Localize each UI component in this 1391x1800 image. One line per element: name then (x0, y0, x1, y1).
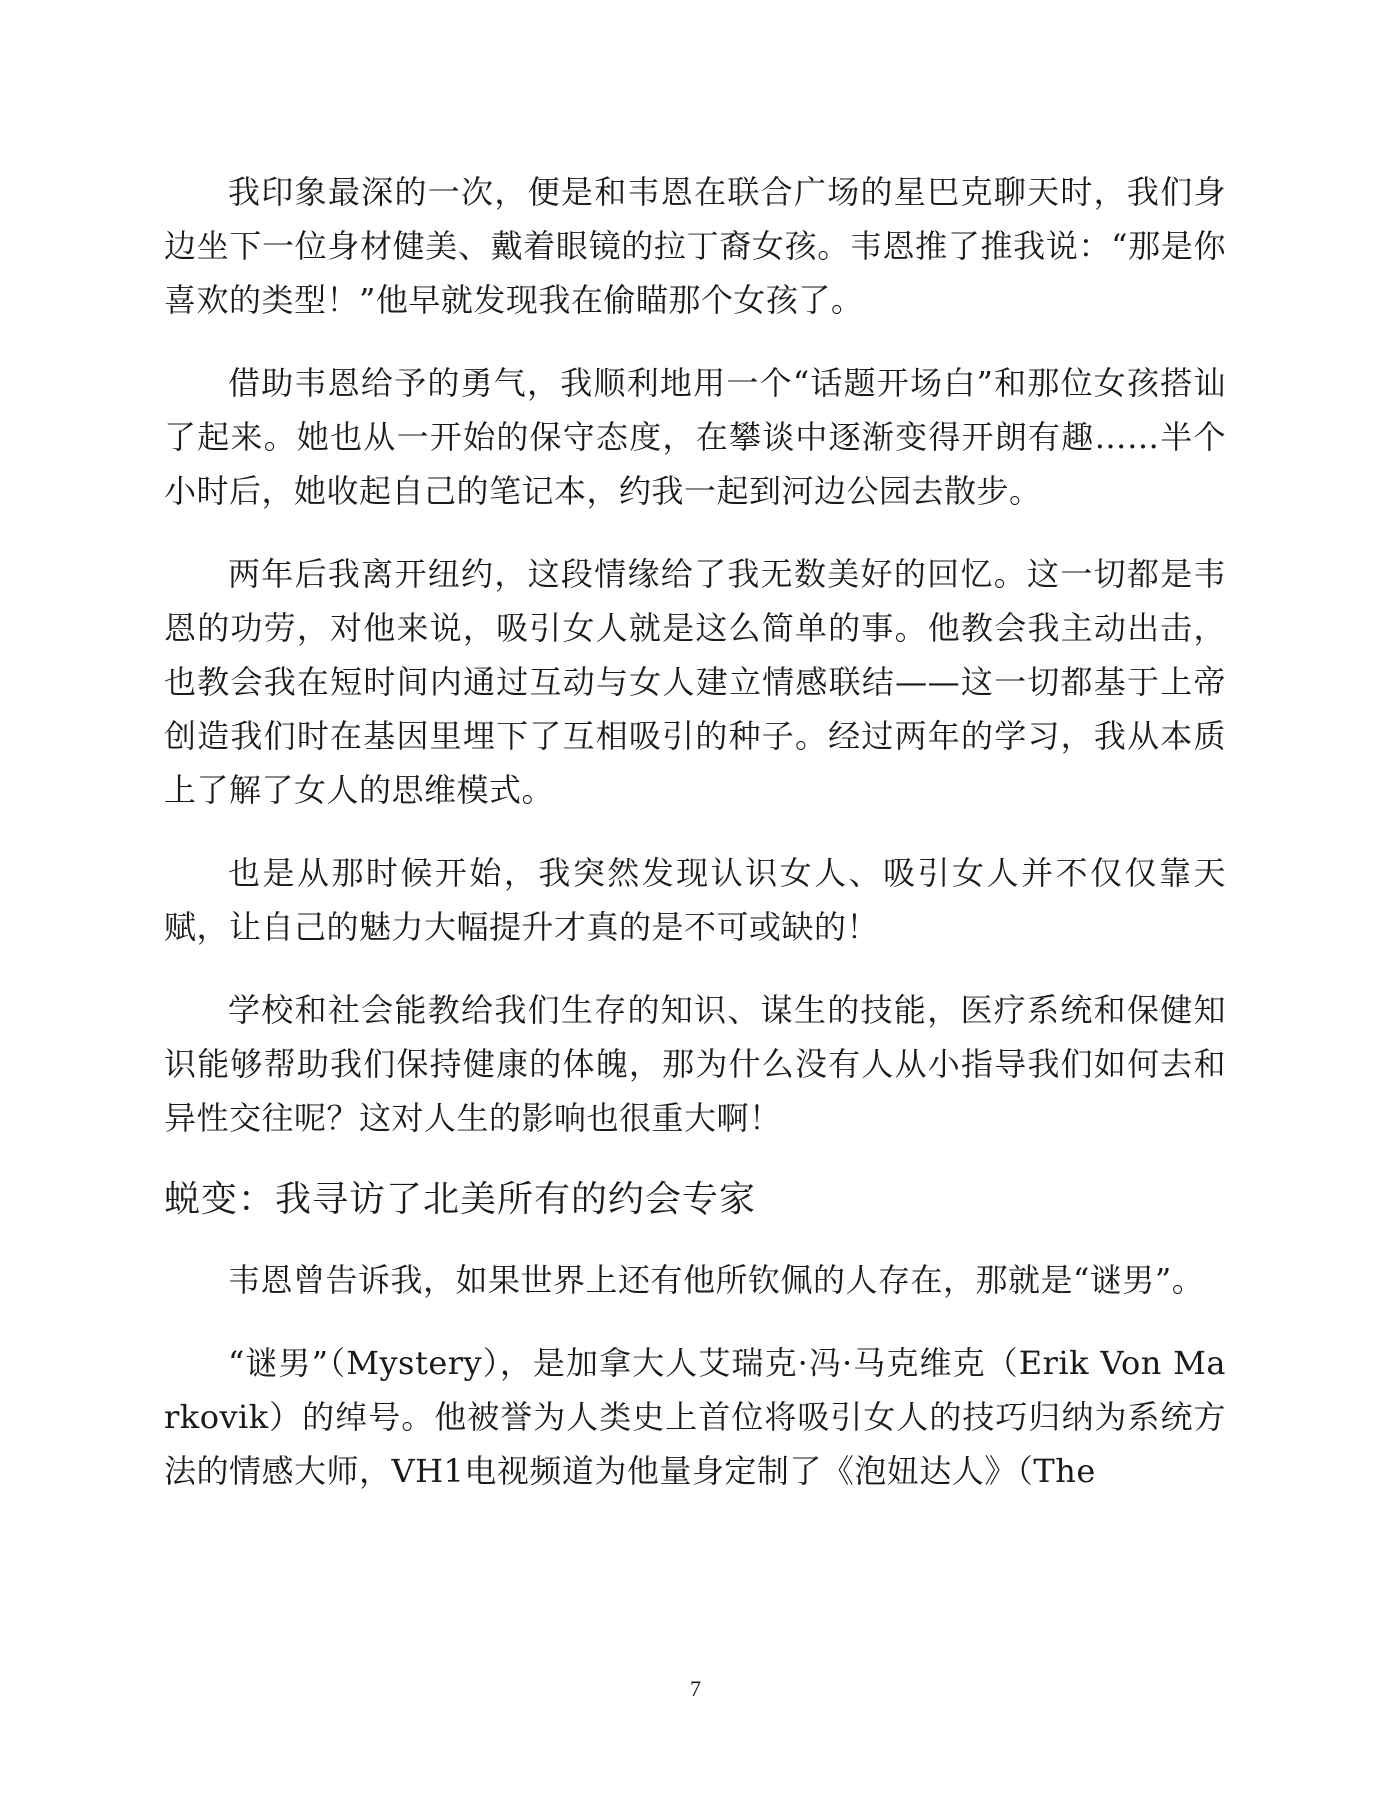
paragraph-7: “谜男”（Mystery），是加拿大人艾瑞克·冯·马克维克（Erik Von Markovik）的绰号。他被誉为人类史上首位将吸引女人的技巧归纳为系统方法的情感大师，VH1电视频道为他量身定制了《泡妞达人》（The (164, 1344, 1226, 1490)
paragraph-4: 也是从那时候开始，我突然发现认识女人、吸引女人并不仅仅靠天赋，让自己的魅力大幅提升才真的是不可或缺的！ (164, 854, 1226, 946)
page-content (164, 165, 1226, 1498)
paragraph-1: 我印象最深的一次，便是和韦恩在联合广场的星巴克聊天时，我们身边坐下一位身材健美、戴着眼镜的拉丁裔女孩。韦恩推了推我说：“那是你喜欢的类型！”他早就发现我在偷瞄那个女孩了。 (164, 173, 1226, 319)
paragraph-3: 两年后我离开纽约，这段情缘给了我无数美好的回忆。这一切都是韦恩的功劳，对他来说，吸引女人就是这么简单的事。他教会我主动出击，也教会我在短时间内通过互动与女人建立情感联结——这一切都基于上帝创造我们时在基因里埋下了互相吸引的种子。经过两年的学习，我从本质上了解了女人的思维模式。 (164, 555, 1226, 809)
section-heading: 蜕变：我寻访了北美所有的约会专家 (164, 1179, 757, 1220)
page-number: 7 (690, 1676, 701, 1701)
paragraph-6: 韦恩曾告诉我，如果世界上还有他所钦佩的人存在，那就是“谜男”。 (228, 1261, 1205, 1299)
paragraph-5: 学校和社会能教给我们生存的知识、谋生的技能，医疗系统和保健知识能够帮助我们保持健康的体魄，那为什么没有人从小指导我们如何去和异性交往呢？这对人生的影响也很重大啊！ (164, 991, 1226, 1137)
paragraph-2: 借助韦恩给予的勇气，我顺利地用一个“话题开场白”和那位女孩搭讪了起来。她也从一开始的保守态度，在攀谈中逐渐变得开朗有趣……半个小时后，她收起自己的笔记本，约我一起到河边公园去散步。 (164, 364, 1226, 510)
